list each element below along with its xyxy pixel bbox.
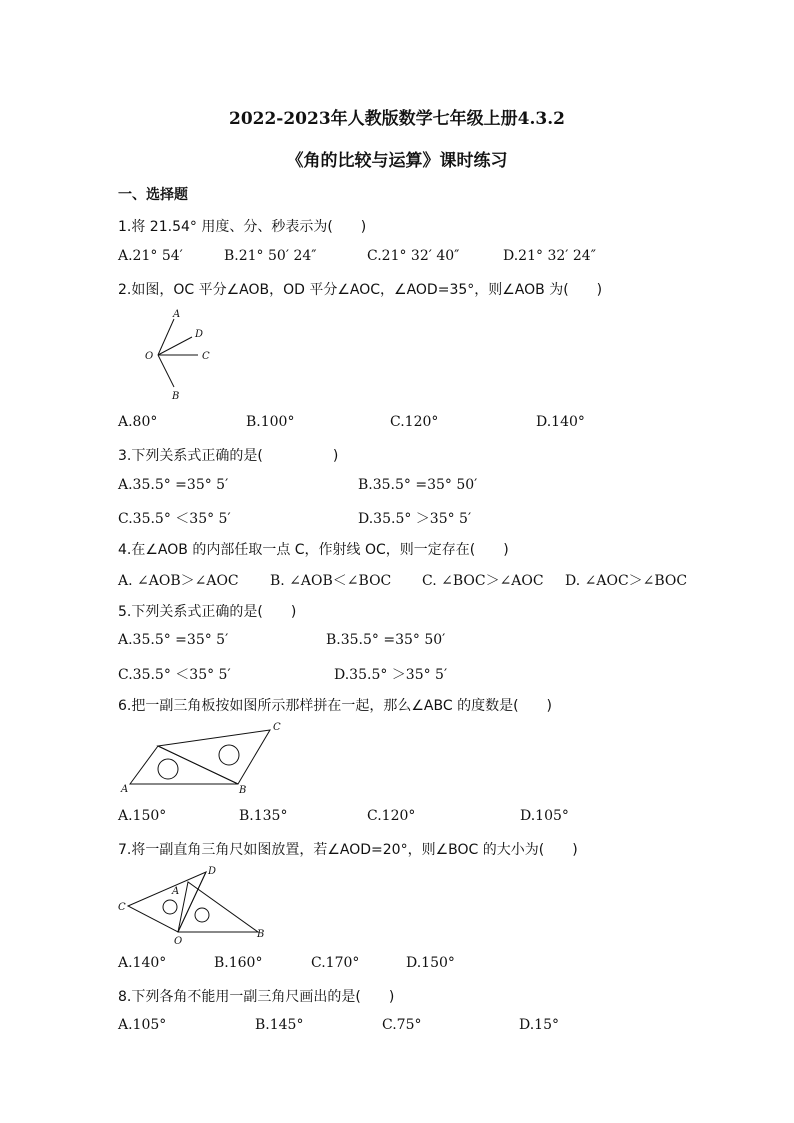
section-heading: 一、选择题 [118, 187, 188, 203]
figure-label-b: B [239, 785, 247, 796]
question-7-option-d: D.150° [406, 955, 455, 971]
question-4-option-a: A. ∠AOB＞∠AOC [118, 573, 239, 589]
question-8-option-b: B.145° [255, 1017, 304, 1033]
question-5-stem: 5.下列关系式正确的是( ) [118, 604, 297, 620]
question-7-option-b: B.160° [214, 955, 263, 971]
question-5-option-a: A.35.5° =35° 5′ [118, 632, 229, 648]
question-2-option-b: B.100° [246, 414, 295, 430]
figure-label-a: A [121, 784, 129, 795]
figure-label-d: D [208, 866, 217, 877]
question-3-option-a: A.35.5° =35° 5′ [118, 477, 229, 493]
figure-label-c: C [273, 722, 281, 733]
question-1-option-b: B.21° 50′ 24″ [224, 248, 317, 264]
question-5-option-c: C.35.5° ＜35° 5′ [118, 667, 231, 683]
figure-label-b: B [172, 391, 180, 402]
question-6-option-d: D.105° [520, 808, 569, 824]
question-3-option-c: C.35.5° ＜35° 5′ [118, 511, 231, 527]
question-6-figure [118, 720, 298, 800]
question-6-option-a: A.150° [118, 808, 167, 824]
question-8-option-c: C.75° [382, 1017, 422, 1033]
question-3-option-b: B.35.5° =35° 50′ [358, 477, 478, 493]
question-3-stem: 3.下列关系式正确的是( ) [118, 448, 339, 464]
question-1-stem: 1.将 21.54° 用度、分、秒表示为( ) [118, 219, 367, 235]
question-7-stem: 7.将一副直角三角尺如图放置，若∠AOD=20°，则∠BOC 的大小为( ) [118, 842, 578, 858]
question-6-option-b: B.135° [239, 808, 288, 824]
figure-label-c: C [202, 351, 210, 362]
question-8-option-d: D.15° [519, 1017, 559, 1033]
question-3-option-d: D.35.5° ＞35° 5′ [358, 511, 472, 527]
figure-label-a: A [172, 886, 180, 897]
question-5-option-d: D.35.5° ＞35° 5′ [334, 667, 448, 683]
question-4-option-c: C. ∠BOC＞∠AOC [422, 573, 544, 589]
figure-label-d: D [195, 329, 204, 340]
question-2-stem: 2.如图，OC 平分∠AOB，OD 平分∠AOC，∠AOD=35°，则∠AOB 为( ) [118, 282, 603, 298]
question-4-option-d: D. ∠AOC＞∠BOC [565, 573, 688, 589]
question-8-stem: 8.下列各角不能用一副三角尺画出的是( ) [118, 989, 395, 1005]
figure-label-c: C [118, 902, 126, 913]
question-2-option-a: A.80° [118, 414, 158, 430]
page-subtitle: 《角的比较与运算》课时练习 [286, 151, 508, 171]
question-2-option-d: D.140° [536, 414, 585, 430]
question-1-option-c: C.21° 32′ 40″ [367, 248, 460, 264]
figure-label-o: O [174, 936, 183, 947]
question-2-figure [140, 305, 230, 405]
question-6-option-c: C.120° [367, 808, 416, 824]
question-7-figure [118, 864, 278, 949]
question-5-option-b: B.35.5° =35° 50′ [326, 632, 446, 648]
figure-label-b: B [257, 929, 265, 940]
question-7-option-a: A.140° [118, 955, 167, 971]
figure-label-a: A [173, 309, 181, 320]
question-4-option-b: B. ∠AOB＜∠BOC [270, 573, 392, 589]
question-2-option-c: C.120° [390, 414, 439, 430]
question-7-option-c: C.170° [311, 955, 360, 971]
figure-label-o: O [145, 351, 154, 362]
question-1-option-d: D.21° 32′ 24″ [503, 248, 596, 264]
page-title: 2022-2023年人教版数学七年级上册4.3.2 [228, 109, 565, 129]
question-1-option-a: A.21° 54′ [118, 248, 183, 264]
question-4-stem: 4.在∠AOB 的内部任取一点 C，作射线 OC，则一定存在( ) [118, 542, 509, 558]
question-6-stem: 6.把一副三角板按如图所示那样拼在一起，那么∠ABC 的度数是( ) [118, 698, 552, 714]
question-8-option-a: A.105° [118, 1017, 167, 1033]
